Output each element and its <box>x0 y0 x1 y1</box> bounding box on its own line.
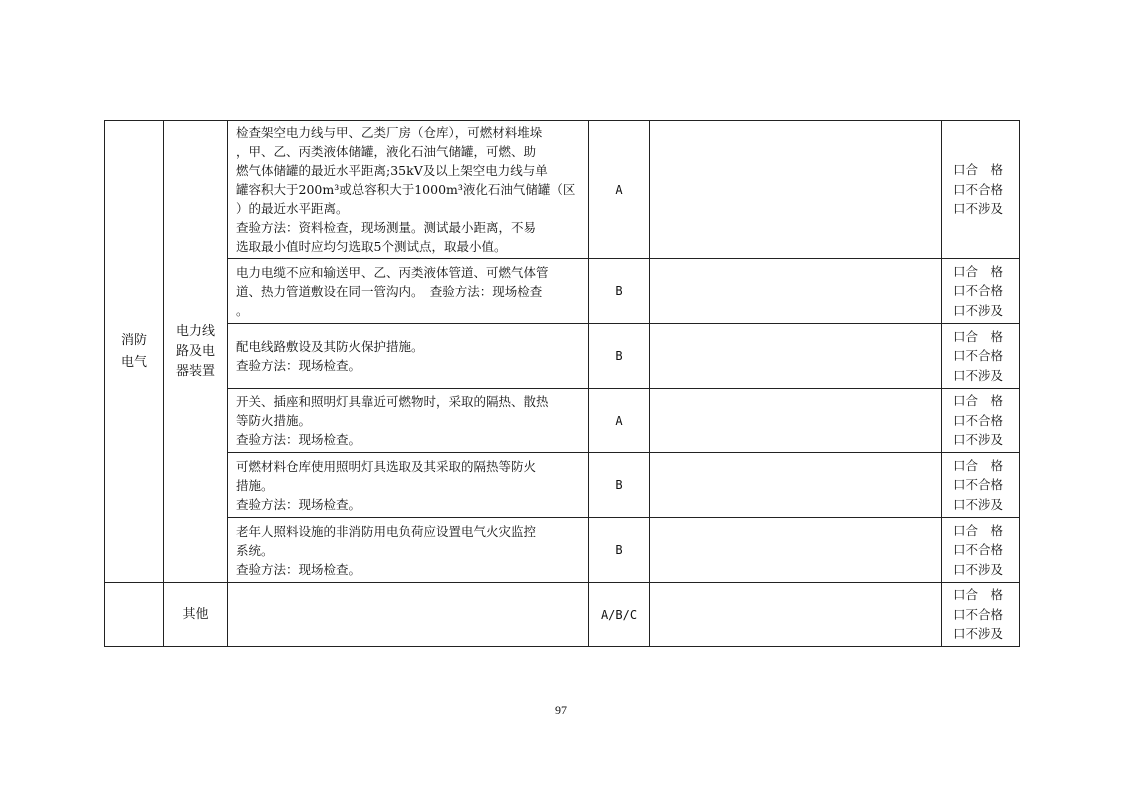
result-cell <box>942 518 1020 583</box>
result-option-na[interactable]: 口不涉及 <box>953 626 1004 642</box>
subcategory-line: 器装置 <box>175 363 215 379</box>
page-number: 97 <box>555 703 567 717</box>
level-cell: A/B/C <box>589 583 650 647</box>
content-line: 查验方法：现场检查。 <box>236 496 362 512</box>
level-cell: B <box>589 453 650 518</box>
result-cell <box>942 453 1020 518</box>
result-option-fail[interactable]: 口不合格 <box>953 477 1004 493</box>
result-cell <box>942 583 1020 647</box>
category-line: 电气 <box>120 354 147 370</box>
content-line: 。 <box>236 302 249 318</box>
content-cell <box>228 121 589 259</box>
inspection-table <box>104 120 1020 647</box>
note-cell <box>650 324 942 389</box>
blank-content-cell <box>228 583 589 647</box>
category-cell <box>105 121 164 583</box>
subcategory-line: 电力线 <box>175 323 215 339</box>
subcategory-line: 路及电 <box>175 343 215 359</box>
result-option-na[interactable]: 口不涉及 <box>953 367 1004 383</box>
category-line: 消防 <box>120 332 147 348</box>
table-row <box>105 389 1020 453</box>
other-label: 其他 <box>164 583 228 647</box>
subcategory-cell <box>164 121 228 583</box>
content-cell <box>228 259 589 324</box>
content-line: 查验方法：资料检查，现场测量。测试最小距离，不易 <box>236 220 537 235</box>
content-cell <box>228 324 589 389</box>
result-cell <box>942 389 1020 453</box>
result-option-pass[interactable]: 口合 格 <box>953 393 1004 409</box>
content-line: 罐容积大于200m³或总容积大于1000m³液化石油气储罐（区 <box>236 182 576 197</box>
blank-category-cell <box>105 583 164 647</box>
content-line: 措施。 <box>236 477 274 493</box>
result-option-pass[interactable]: 口合 格 <box>953 328 1004 344</box>
level-cell: B <box>589 259 650 324</box>
level-cell: B <box>589 324 650 389</box>
content-line: 检查架空电力线与甲、乙类厂房（仓库），可燃材料堆垛 <box>236 125 543 140</box>
table-row-other <box>105 583 1020 647</box>
content-line: 选取最小值时应均匀选取5个测试点，取最小值。 <box>236 239 507 254</box>
content-line: 电力电缆不应和输送甲、乙、丙类液体管道、可燃气体管 <box>236 264 549 280</box>
result-option-pass[interactable]: 口合 格 <box>953 263 1004 279</box>
content-line: 燃气体储罐的最近水平距离;35kV及以上架空电力线与单 <box>236 163 548 178</box>
level-cell: A <box>589 121 650 259</box>
result-option-na[interactable]: 口不涉及 <box>953 432 1004 448</box>
content-line: 老年人照料设施的非消防用电负荷应设置电气火灾监控 <box>236 523 537 539</box>
content-line: 道、热力管道敷设在同一管沟内。 查验方法：现场检查 <box>236 283 543 299</box>
result-option-na[interactable]: 口不涉及 <box>953 302 1004 318</box>
content-line: ，甲、乙、丙类液体储罐，液化石油气储罐，可燃、助 <box>236 144 537 159</box>
result-cell <box>942 121 1020 259</box>
content-line: 查验方法：现场检查。 <box>236 432 362 447</box>
table-row <box>105 121 1020 259</box>
content-line: ）的最近水平距离。 <box>236 201 349 216</box>
content-cell <box>228 389 589 453</box>
note-cell <box>650 583 942 647</box>
table-row <box>105 518 1020 583</box>
table-row <box>105 324 1020 389</box>
content-line: 查验方法：现场检查。 <box>236 358 362 373</box>
content-cell <box>228 453 589 518</box>
content-line: 配电线路敷设及其防火保护措施。 <box>236 339 424 354</box>
content-cell <box>228 518 589 583</box>
content-line: 等防火措施。 <box>236 413 312 428</box>
result-cell <box>942 324 1020 389</box>
result-option-na[interactable]: 口不涉及 <box>953 561 1004 577</box>
result-option-fail[interactable]: 口不合格 <box>953 181 1004 197</box>
result-option-fail[interactable]: 口不合格 <box>953 348 1004 364</box>
result-option-fail[interactable]: 口不合格 <box>953 283 1004 299</box>
content-line: 系统。 <box>236 542 274 558</box>
result-option-pass[interactable]: 口合 格 <box>953 457 1004 473</box>
result-option-na[interactable]: 口不涉及 <box>953 496 1004 512</box>
content-line: 查验方法：现场检查。 <box>236 561 362 577</box>
level-cell: A <box>589 389 650 453</box>
note-cell <box>650 259 942 324</box>
note-cell <box>650 518 942 583</box>
note-cell <box>650 453 942 518</box>
result-option-pass[interactable]: 口合 格 <box>953 587 1004 603</box>
result-option-na[interactable]: 口不涉及 <box>953 201 1004 217</box>
content-line: 开关、插座和照明灯具靠近可燃物时，采取的隔热、散热 <box>236 394 549 409</box>
level-cell: B <box>589 518 650 583</box>
result-cell <box>942 259 1020 324</box>
result-option-fail[interactable]: 口不合格 <box>953 606 1004 622</box>
result-option-fail[interactable]: 口不合格 <box>953 412 1004 428</box>
result-option-pass[interactable]: 口合 格 <box>953 162 1004 178</box>
note-cell <box>650 121 942 259</box>
note-cell <box>650 389 942 453</box>
table-row <box>105 259 1020 324</box>
table-row <box>105 453 1020 518</box>
result-option-fail[interactable]: 口不合格 <box>953 542 1004 558</box>
result-option-pass[interactable]: 口合 格 <box>953 522 1004 538</box>
content-line: 可燃材料仓库使用照明灯具选取及其采取的隔热等防火 <box>236 458 537 474</box>
